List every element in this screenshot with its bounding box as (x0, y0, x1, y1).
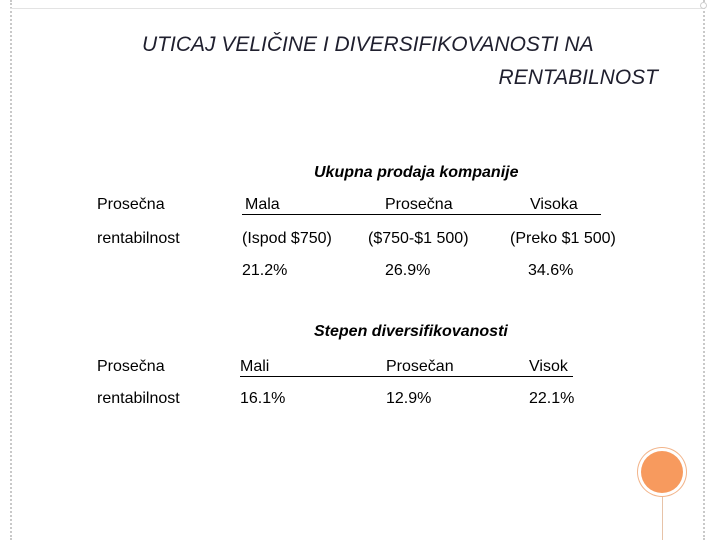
decorative-circle-line (662, 497, 663, 540)
section1-col-header-1 (242, 195, 380, 215)
section2-row-label-1: Prosečna (97, 358, 165, 375)
title-line-2: RENTABILNOST (498, 66, 658, 89)
decorative-circle (641, 451, 683, 493)
section1-col-header-3 (513, 195, 601, 215)
top-border (10, 8, 704, 9)
title-line-1: UTICAJ VELIČINE I DIVERSIFIKOVANOSTI NA (142, 33, 594, 56)
section2-heading: Stepen diversifikovanosti (314, 323, 508, 340)
section2-col-header-2 (386, 357, 511, 377)
section2-col-header-2-text: Prosečan (386, 358, 454, 375)
section1-heading: Ukupna prodaja kompanije (314, 164, 519, 181)
section2-value-3: 22.1% (529, 390, 575, 407)
section2-value-1: 16.1% (240, 390, 286, 407)
section1-range-3: (Preko $1 500) (510, 230, 616, 247)
right-border (703, 0, 705, 540)
section1-range-1: (Ispod $750) (242, 230, 332, 247)
section1-value-1: 21.2% (242, 262, 288, 279)
section2-row-label-2: rentabilnost (97, 390, 180, 407)
section1-col-header-1-text: Mala (245, 196, 280, 213)
section2-col-header-1 (240, 357, 386, 377)
section2-col-header-1-text: Mali (240, 358, 270, 375)
section2-value-2: 12.9% (386, 390, 432, 407)
section2-col-header-3 (511, 357, 573, 377)
section1-col-header-3-text: Visoka (530, 196, 578, 213)
section1-range-2: ($750-$1 500) (368, 230, 469, 247)
section1-value-3: 34.6% (528, 262, 574, 279)
section1-col-header-2-text: Prosečna (385, 196, 453, 213)
section1-row-label-2: rentabilnost (97, 230, 180, 247)
slide-title (120, 28, 658, 94)
left-border (10, 0, 12, 540)
section1-col-header-2 (380, 195, 513, 215)
section2-col-header-3-text: Visok (529, 358, 568, 375)
section1-value-2: 26.9% (385, 262, 431, 279)
section1-row-label-1: Prosečna (97, 196, 165, 213)
corner-dot (700, 2, 707, 9)
